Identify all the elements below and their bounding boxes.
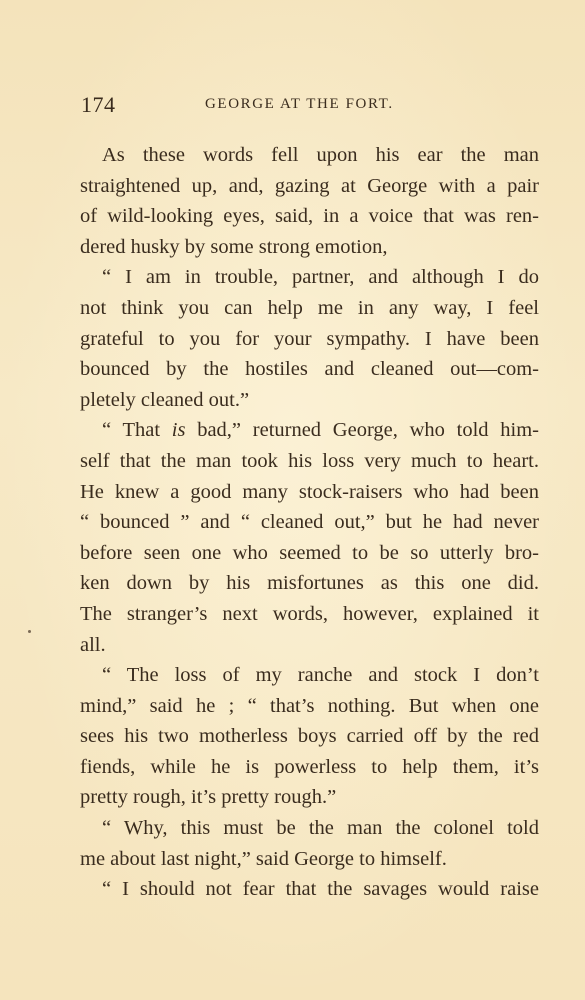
text-line: fiends, while he is powerless to help them, it’s: [80, 755, 539, 778]
text-line: The stranger’s next words, however, explained it: [80, 602, 539, 625]
text-line: not think you can help me in any way, I feel: [80, 296, 539, 319]
text-line: dered husky by some strong emotion,: [80, 235, 388, 258]
running-head: GEORGE AT THE FORT.: [205, 96, 394, 112]
page-header: [81, 92, 541, 120]
emphasis: is: [171, 419, 186, 442]
text-line: bounced by the hostiles and cleaned out—com-: [80, 358, 539, 381]
text-line: ken down by his misfortunes as this one did.: [80, 572, 539, 595]
text-line: mind,” said he ; “ that’s nothing. But when one: [80, 694, 539, 717]
text-line: grateful to you for your sympathy. I have been: [80, 327, 539, 350]
text-line: all.: [80, 633, 106, 656]
text-line: “ I am in trouble, partner, and although I do: [102, 266, 539, 289]
text-line: “ The loss of my ranche and stock I don’t: [102, 664, 539, 687]
text-line: “ bounced ” and “ cleaned out,” but he had never: [80, 511, 539, 534]
text-line: of wild-looking eyes, said, in a voice that was ren-: [80, 205, 539, 228]
text-line: me about last night,” said George to himself.: [80, 847, 447, 870]
text-line: pletely cleaned out.”: [80, 388, 250, 411]
text-line: before seen one who seemed to be so utterly bro-: [80, 541, 539, 564]
text-line: “ Why, this must be the man the colonel told: [102, 817, 539, 840]
body-text: [80, 140, 539, 905]
text-line: “ I should not fear that the savages would raise: [102, 878, 539, 901]
page-number: 174: [81, 92, 116, 117]
text-line: straightened up, and, gazing at George with a pair: [80, 174, 539, 197]
text-line: As these words fell upon his ear the man: [102, 144, 539, 166]
text-line: “ That is bad,” returned George, who told him-: [102, 419, 540, 442]
text-line: pretty rough, it’s pretty rough.”: [80, 786, 337, 809]
text-line: self that the man took his loss very much to heart.: [80, 449, 539, 472]
text-line: He knew a good many stock-raisers who had been: [80, 480, 539, 503]
ink-speck: [28, 630, 31, 633]
text-line: sees his two motherless boys carried off by the red: [80, 725, 539, 748]
